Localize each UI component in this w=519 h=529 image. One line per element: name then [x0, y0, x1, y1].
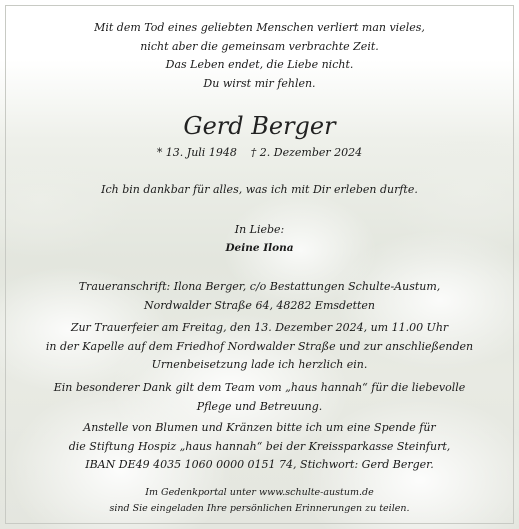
donation-request	[0, 419, 519, 475]
ceremony-line: Urnenbeisetzung lade ich herzlich ein.	[151, 358, 368, 371]
life-dates: * 13. Juli 1948 † 2. Dezember 2024	[156, 146, 363, 159]
ceremony-line: Zur Trauerfeier am Freitag, den 13. Dezember 2024, um 11.00 Uhr	[70, 321, 449, 334]
address-line: Traueranschrift: Ilona Berger, c/o Bestattungen Schulte-Austum,	[78, 280, 441, 293]
donation-line: die Stiftung Hospiz „haus hannah“ bei der Kreissparkasse Steinfurt,	[68, 439, 451, 453]
gratitude-line: Pflege und Betreuung.	[196, 399, 323, 413]
portal-line: sind Sie eingeladen Ihre persönlichen Erinnerungen zu teilen.	[109, 502, 410, 514]
funeral-invitation	[0, 319, 519, 375]
poem-line: Du wirst mir fehlen.	[203, 76, 316, 90]
deceased-name: Gerd Berger	[183, 112, 336, 140]
donation-line: Anstelle von Blumen und Kränzen bitte ich um eine Spende für	[83, 421, 436, 434]
poem-line: Das Leben endet, die Liebe nicht.	[165, 58, 354, 71]
portal-line: Im Gedenkportal unter www.schulte-austum.de	[145, 487, 374, 498]
gratitude-line: Ein besonderer Dank gilt dem Team vom „haus hannah“ für die liebevolle	[53, 381, 466, 394]
mourning-address	[0, 278, 519, 315]
donation-line: IBAN DE49 4035 1060 0000 0151 74, Stichwort: Gerd Berger.	[85, 458, 434, 471]
poem-line: Mit dem Tod eines geliebten Menschen verliert man vieles,	[94, 21, 425, 34]
thanks-line: Ich bin dankbar für alles, was ich mit Dir erleben durfte.	[101, 183, 418, 196]
mourner-signature: Deine Ilona	[225, 242, 294, 254]
memorial-portal-note	[0, 485, 519, 516]
poem-line: nicht aber die gemeinsam verbrachte Zeit.	[140, 39, 379, 53]
poem	[0, 19, 519, 93]
address-line: Nordwalder Straße 64, 48282 Emsdetten	[143, 298, 376, 312]
gratitude-note	[0, 379, 519, 416]
love-heading: In Liebe:	[234, 223, 285, 236]
ceremony-line: in der Kapelle auf dem Friedhof Nordwalder Straße und zur anschließenden	[45, 339, 474, 353]
